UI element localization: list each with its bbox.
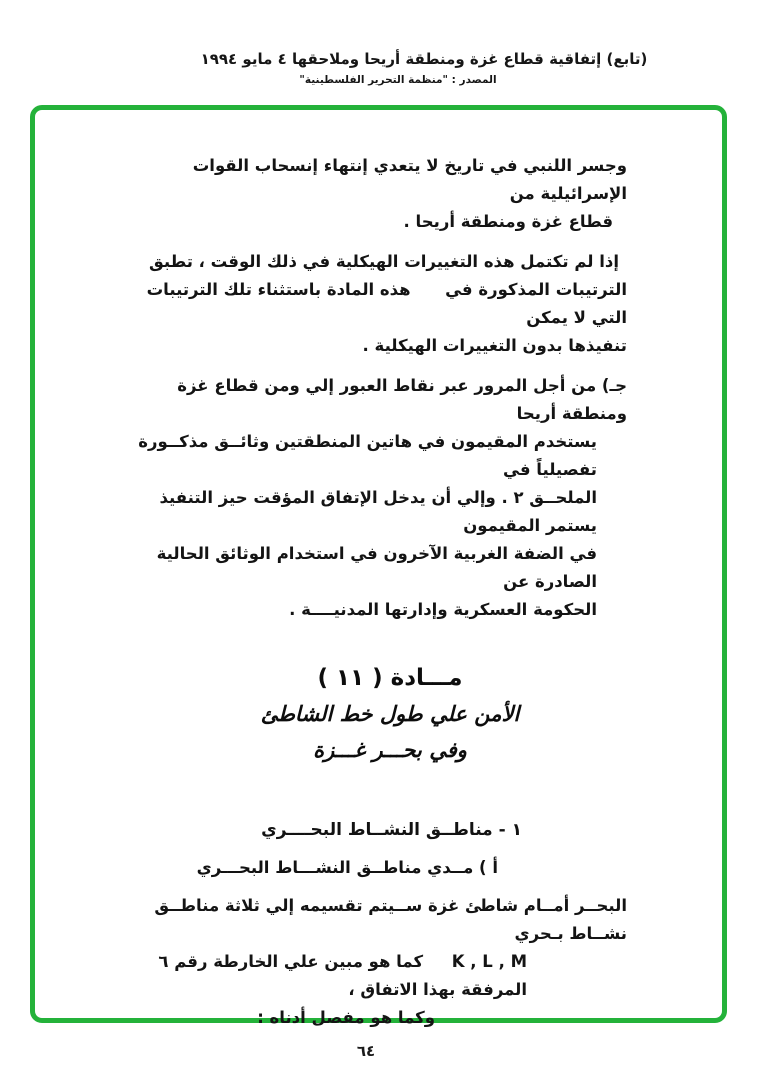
- text-line: وكما هو مفصل أدناه :: [257, 1008, 435, 1027]
- text-line: K , L , M كما هو مبين علي الخارطة رقم ٦ المرفقة بهذا الاتفاق ،: [158, 952, 527, 999]
- article-title-line: وفي بحـــر غـــزة: [313, 738, 467, 762]
- paragraph-crossing-points: [107, 372, 627, 624]
- text-line: تنفيذها بدون التغييرات الهيكلية .: [362, 336, 627, 355]
- content-frame: [30, 105, 727, 1027]
- text-line: الحكومة العسكرية وإدارتها المدنيــــة .: [289, 600, 597, 619]
- paragraph-structural-changes: [107, 248, 627, 360]
- text-line: الترتيبات المذكورة في هذه المادة باستثناء تلك الترتيبات التي لا يمكن: [146, 280, 627, 327]
- paragraph-allenby-bridge: [107, 152, 627, 236]
- text-line: وجسر اللنبي في تاريخ لا يتعدي إنتهاء إنسحاب القوات الإسرائيلية من: [192, 156, 627, 203]
- text-line: إذا لم تكتمل هذه التغييرات الهيكلية في ذلك الوقت ، تطبق: [149, 252, 619, 271]
- page-header-source: المصدر : "منظمة التحرير الفلسطينية": [299, 74, 497, 86]
- text-line: يستخدم المقيمون في هاتين المنطقتين وثائــق مذكــورة تفصيلياً في: [138, 432, 597, 479]
- section-heading-maritime-zones: ١ - مناطــق النشــاط البحــــري: [261, 820, 522, 840]
- page-number: ٦٤: [356, 1042, 376, 1060]
- article-number-line: مـــادة ( ١١ ): [317, 665, 463, 691]
- article-title-line: الأمن علي طول خط الشاطئ: [260, 702, 520, 726]
- text-line: البحــر أمــام شاطئ غزة ســيتم تقسيمه إلي ثلاثة مناطــق نشــاط بـحري: [154, 896, 627, 943]
- page-header: [124, 48, 724, 88]
- text-line: جـ) من أجل المرور عبر نقاط العبور إلي ومن قطاع غزة ومنطقة أريحا: [177, 376, 627, 423]
- text-line: الملحــق ٢ . وإلي أن يدخل الإتفاق المؤقت حيز التنفيذ يستمر المقيمون: [159, 488, 597, 535]
- text-line: قطاع غزة ومنطقة أريحا .: [403, 212, 613, 231]
- paragraph-sea-division: [107, 892, 627, 1032]
- text-line: في الضفة الغربية الآخرون في استخدام الوثائق الحالية الصادرة عن: [156, 544, 597, 591]
- article-11-title: [130, 660, 650, 768]
- document-body: [35, 110, 722, 1027]
- page-header-title: (تابع) إتفاقية قطاع غزة ومنطقة أريحا وملاحقها ٤ مايو ١٩٩٤: [200, 50, 648, 68]
- subsection-heading-zone-extent: أ ) مــدي مناطــق النشـــاط البحـــري: [196, 858, 498, 877]
